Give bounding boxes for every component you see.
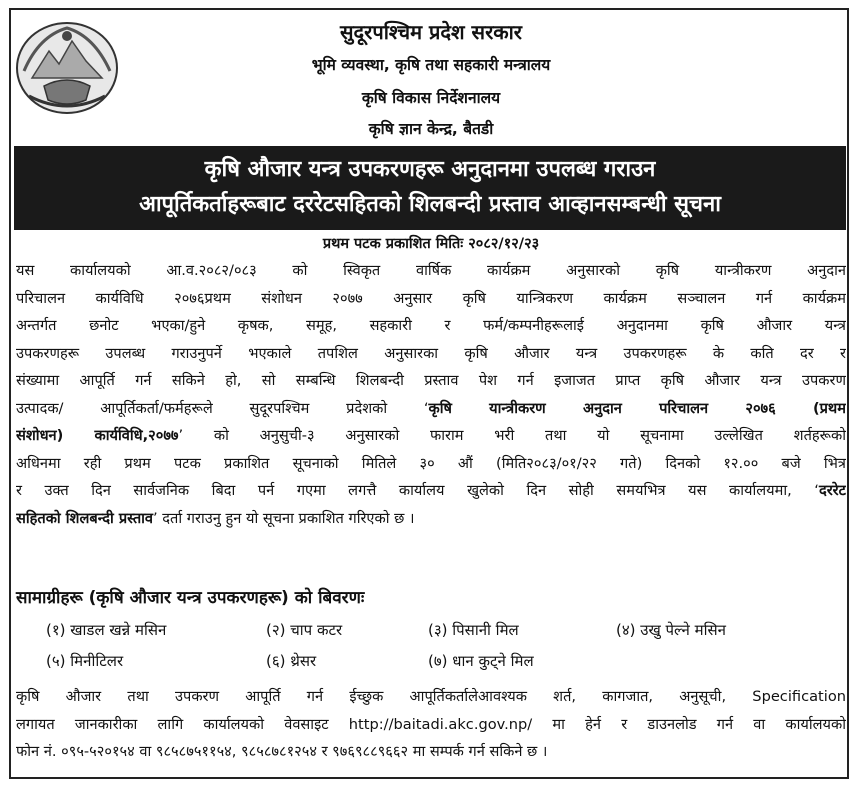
body-line — [16, 422, 846, 450]
list-item: (४) उखु पेल्ने मसिन — [616, 621, 726, 639]
body-line: यस कार्यालयको आ.व.२०८२/०८३ को स्विकृत वार्षिक कार्यक्रम अनुसारको कृषि यान्त्रीकरण अनुदान — [16, 262, 846, 279]
ministry-name: भूमि व्यवस्था, कृषि तथा सहकारी मन्त्रालय — [311, 56, 551, 74]
body-line: परिचालन कार्यविधि २०७६प्रथम संशोधन २०७७ अनुसार कृषि यान्त्रिकरण कार्यक्रम सञ्चालन गर्न कार्यक्रम — [16, 289, 846, 307]
footer-line: फोन नं. ०९५-५२०१५४ वा ९८५८७५११५४, ९८५८७८१२५४ र ९७६९८८९६६२ मा सम्पर्क गर्न सकिने छ । — [16, 743, 548, 760]
directorate-name: कृषि विकास निर्देशनालय — [361, 89, 501, 107]
body-text: ’ को अनुसुची-३ अनुसारको फाराम भरी तथा यो सूचनामा उल्लेखित शर्तहरूको — [178, 427, 846, 444]
title-line-2: आपूर्तिकर्ताहरूबाट दररेटसहितको शिलबन्दी प्रस्ताव आव्हानसम्बन्धी सूचना — [139, 192, 721, 217]
notice-footer — [16, 683, 846, 766]
body-text: र उक्त दिन सार्वजनिक बिदा पर्न गएमा लगत्तै कार्यालय खुलेको दिन सोही समयभित्र यस कार्यालयमा, ‘ — [16, 482, 819, 499]
body-line — [16, 395, 846, 423]
notice-title-banner — [14, 146, 846, 230]
office-name: कृषि ज्ञान केन्द्र, बैतडी — [368, 120, 494, 138]
procedure-name: कृषि यान्त्रीकरण अनुदान परिचालन २०७६ (प्रथम — [428, 399, 846, 417]
body-line: अन्तर्गत छनोट भएका/हुने कृषक, समूह, सहकारी र फर्म/कम्पनीहरूलाई अनुदानमा कृषि औजार यन्त्र — [16, 317, 846, 334]
body-text: ’ दर्ता गराउनु हुन यो सूचना प्रकाशित गरिएको छ । — [153, 509, 415, 527]
procedure-name-cont: संशोधन) कार्यविधि,२०७७ — [16, 427, 179, 444]
list-item: (३) पिसानी मिल — [428, 621, 519, 639]
body-line: अधिनमा रही प्रथम पटक प्रकाशित सूचनाको मितिले ३० औं (मिति२०८३/०१/२२ गते) दिनको १२.०० बजे भित्र — [16, 454, 846, 472]
published-date: प्रथम पटक प्रकाशित मितिः २०८२/१२/२३ — [322, 236, 540, 252]
title-line-1: कृषि औजार यन्त्र उपकरणहरू अनुदानमा उपलब्ध गराउन — [204, 157, 656, 182]
envelope-label-cont: सहितको शिलबन्दी प्रस्ताव — [16, 509, 154, 527]
list-item: (५) मिनीटिलर — [46, 652, 124, 670]
body-text: उत्पादक/ आपूर्तिकर्ता/फर्महरूले सुदूरपश्चिम प्रदेशको ‘ — [16, 399, 429, 417]
body-line: उपकरणहरू उपलब्ध गराउनुपर्ने भएकाले तपशिल अनुसारका कृषि औजार यन्त्र उपकरणहरू के कति दर र — [16, 344, 846, 362]
list-item: (२) चाप कटर — [266, 621, 343, 639]
body-line — [16, 477, 846, 505]
body-line: संख्यामा आपूर्ति गर्न सकिने हो, सो सम्बन्धि शिलबन्दी प्रस्ताव पेश गर्न इजाजत प्राप्त कृषि औजार यन्त्र उपकरण — [16, 372, 846, 389]
footer-line: लगायत जानकारीका लागि कार्यालयको वेवसाइट http://baitadi.akc.gov.np/ मा हेर्न र डाउनलोड गर्न वा कार्यालयको — [16, 715, 846, 733]
list-item: (६) थ्रेसर — [266, 652, 317, 670]
footer-line: कृषि औजार तथा उपकरण आपूर्ति गर्न ईच्छुक आपूर्तिकर्तालेआवश्यक शर्त, कागजात, अनुसूची, Specification — [16, 688, 846, 705]
list-item: (१) खाडल खन्ने मसिन — [46, 621, 167, 639]
gov-name: सुदूरपश्चिम प्रदेश सरकार — [340, 20, 522, 44]
list-item: (७) धान कुट्ने मिल — [428, 652, 534, 670]
notice-body — [16, 257, 846, 532]
items-section-title: सामाग्रीहरू (कृषि औजार यन्त्र उपकरणहरू) को बिवरणः — [16, 588, 365, 608]
envelope-label: दररेट — [818, 482, 846, 499]
body-line — [16, 505, 846, 533]
